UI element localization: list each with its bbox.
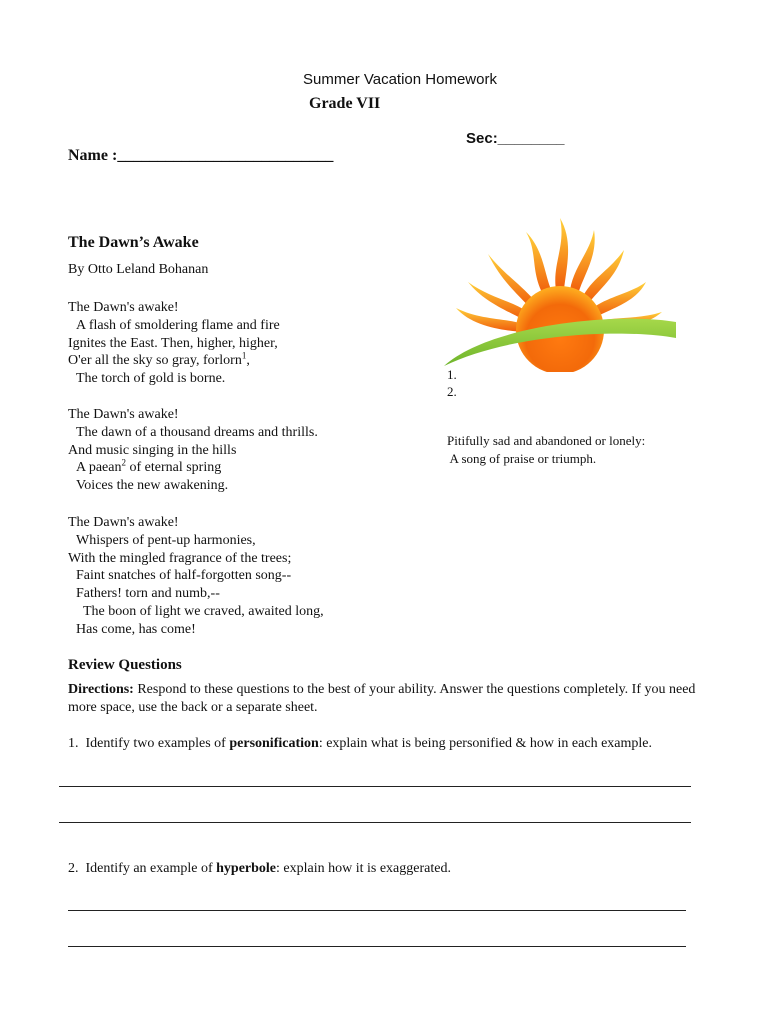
poem-stanza-2 bbox=[68, 406, 318, 495]
answer-line[interactable] bbox=[68, 946, 686, 947]
question-2-suffix: : explain how it is exaggerated. bbox=[276, 861, 451, 876]
footnote-definitions bbox=[447, 432, 645, 467]
poem-line-text: , bbox=[246, 353, 250, 369]
question-2-term: hyperbole bbox=[216, 861, 277, 876]
footnote-number-2: 2. bbox=[447, 383, 457, 399]
directions-label: Directions: bbox=[68, 682, 134, 697]
definition-1: Pitifully sad and abandoned or lonely: bbox=[447, 433, 646, 448]
answer-line[interactable] bbox=[59, 822, 691, 823]
poem-line: With the mingled fragrance of the trees; bbox=[68, 550, 292, 566]
poem-line: Voices the new awakening. bbox=[76, 478, 229, 494]
poem-line: The boon of light we craved, awaited long, bbox=[83, 603, 324, 619]
name-field: Name :___________________________ bbox=[68, 147, 334, 164]
question-1-suffix: : explain what is being personified & how in each example. bbox=[318, 736, 652, 751]
poem-line: Fathers! torn and numb,-- bbox=[76, 586, 220, 602]
review-questions-heading: Review Questions bbox=[68, 657, 182, 673]
directions-text: Respond to these questions to the best of your ability. Answer the questions completely. If you need more space, use the back or a separate sheet. bbox=[68, 682, 696, 715]
poem-line-text: O'er all the sky so gray, forlorn bbox=[68, 353, 242, 369]
poem-line: The Dawn's awake! bbox=[68, 515, 179, 530]
question-2-prefix: 2. Identify an example of bbox=[68, 861, 217, 876]
poem-author: By Otto Leland Bohanan bbox=[68, 262, 209, 277]
footnote-marker: 2 bbox=[121, 457, 126, 468]
question-1-prefix: 1. Identify two examples of bbox=[68, 736, 230, 751]
question-2 bbox=[68, 861, 451, 877]
poem-line: Ignites the East. Then, higher, higher, bbox=[68, 335, 278, 351]
poem-line bbox=[68, 352, 280, 370]
poem-stanza-3 bbox=[68, 514, 324, 639]
document-title: Summer Vacation Homework bbox=[303, 71, 497, 88]
directions-paragraph bbox=[68, 681, 708, 717]
section-field: Sec:________ bbox=[466, 130, 565, 147]
poem-line-text: A paean bbox=[76, 460, 122, 476]
question-1-term: personification bbox=[229, 736, 319, 751]
grade-label: Grade VII bbox=[309, 95, 381, 112]
poem-line: A flash of smoldering flame and fire bbox=[76, 317, 280, 333]
footnote-number-1: 1. bbox=[447, 367, 457, 382]
poem-title: The Dawn’s Awake bbox=[68, 234, 199, 251]
sunrise-icon bbox=[440, 212, 680, 372]
footnote-marker: 1 bbox=[241, 350, 247, 361]
poem-line: The Dawn's awake! bbox=[68, 407, 179, 422]
answer-line[interactable] bbox=[59, 786, 691, 787]
poem-line: Has come, has come! bbox=[76, 621, 196, 637]
poem-line: Whispers of pent-up harmonies, bbox=[76, 532, 256, 548]
footnote-numbers bbox=[447, 367, 457, 400]
question-1 bbox=[68, 736, 652, 752]
poem-line: The Dawn's awake! bbox=[68, 300, 179, 315]
poem-line: And music singing in the hills bbox=[68, 442, 237, 458]
poem-line bbox=[68, 459, 318, 477]
poem-line: The dawn of a thousand dreams and thrills. bbox=[76, 424, 318, 440]
poem-line: Faint snatches of half-forgotten song-- bbox=[76, 568, 292, 584]
poem-stanza-1 bbox=[68, 299, 280, 388]
poem-line: The torch of gold is borne. bbox=[76, 371, 226, 387]
poem-line-text: of eternal spring bbox=[125, 460, 222, 476]
definition-2: A song of praise or triumph. bbox=[447, 450, 597, 466]
answer-line[interactable] bbox=[68, 910, 686, 911]
